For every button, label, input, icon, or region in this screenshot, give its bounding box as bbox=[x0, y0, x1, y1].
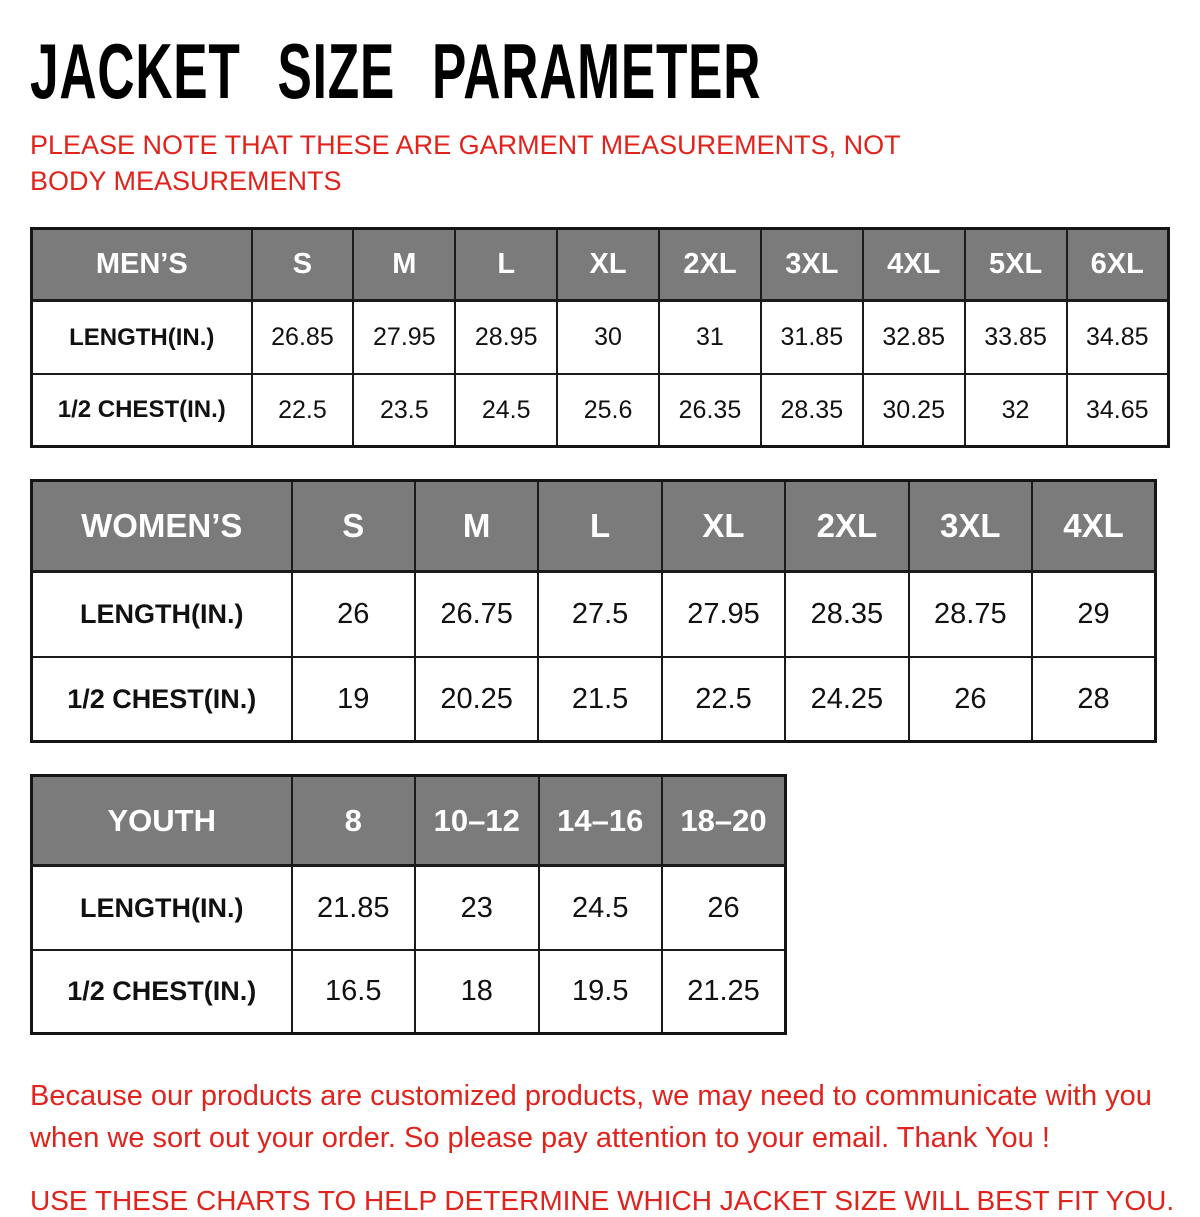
size-header: M bbox=[415, 481, 538, 572]
measurement-cell: 19.5 bbox=[539, 950, 663, 1034]
youth-size-table bbox=[30, 774, 787, 1035]
size-header: 14–16 bbox=[539, 776, 663, 866]
youth-chest-row bbox=[32, 950, 786, 1034]
womens-chest-row bbox=[32, 657, 1156, 742]
row-label: 1/2 CHEST(IN.) bbox=[32, 657, 292, 742]
mens-header-row bbox=[32, 229, 1169, 301]
size-header: 2XL bbox=[659, 229, 761, 301]
measurement-cell: 31 bbox=[659, 301, 761, 374]
measurement-cell: 21.5 bbox=[538, 657, 661, 742]
size-header: 5XL bbox=[965, 229, 1067, 301]
measurement-cell: 34.85 bbox=[1067, 301, 1169, 374]
measurement-cell: 20.25 bbox=[415, 657, 538, 742]
measurement-cell: 26 bbox=[909, 657, 1032, 742]
row-label: LENGTH(IN.) bbox=[32, 301, 252, 374]
size-header: M bbox=[353, 229, 455, 301]
measurement-cell: 25.6 bbox=[557, 374, 659, 447]
measurement-cell: 32.85 bbox=[863, 301, 965, 374]
measurement-cell: 24.25 bbox=[785, 657, 908, 742]
measurement-cell: 22.5 bbox=[252, 374, 354, 447]
measurement-cell: 33.85 bbox=[965, 301, 1067, 374]
row-label: LENGTH(IN.) bbox=[32, 572, 292, 657]
womens-size-table bbox=[30, 479, 1157, 743]
measurement-cell: 26.85 bbox=[252, 301, 354, 374]
measurement-cell: 28.35 bbox=[761, 374, 863, 447]
measurement-cell: 29 bbox=[1032, 572, 1155, 657]
measurement-cell: 34.65 bbox=[1067, 374, 1169, 447]
measurement-cell: 24.5 bbox=[539, 866, 663, 950]
size-header: S bbox=[252, 229, 354, 301]
size-header: 18–20 bbox=[662, 776, 786, 866]
measurement-cell: 32 bbox=[965, 374, 1067, 447]
garment-measurement-note: PLEASE NOTE THAT THESE ARE GARMENT MEASUREMENTS, NOT BODY MEASUREMENTS bbox=[30, 130, 901, 196]
size-header: 4XL bbox=[1032, 481, 1155, 572]
measurement-cell: 22.5 bbox=[662, 657, 785, 742]
measurement-cell: 30.25 bbox=[863, 374, 965, 447]
mens-size-table bbox=[30, 227, 1170, 448]
row-label: 1/2 CHEST(IN.) bbox=[32, 950, 292, 1034]
size-header: 4XL bbox=[863, 229, 965, 301]
womens-header-row bbox=[32, 481, 1156, 572]
measurement-cell: 16.5 bbox=[292, 950, 416, 1034]
size-header: XL bbox=[557, 229, 659, 301]
measurement-cell: 28.75 bbox=[909, 572, 1032, 657]
size-header: 3XL bbox=[909, 481, 1032, 572]
row-label: LENGTH(IN.) bbox=[32, 866, 292, 950]
measurement-cell: 31.85 bbox=[761, 301, 863, 374]
size-header: 10–12 bbox=[415, 776, 539, 866]
measurement-cell: 27.95 bbox=[662, 572, 785, 657]
measurement-cell: 28.35 bbox=[785, 572, 908, 657]
size-header: XL bbox=[662, 481, 785, 572]
size-header: 3XL bbox=[761, 229, 863, 301]
mens-table-title: MEN’S bbox=[32, 229, 252, 301]
measurement-cell: 26 bbox=[662, 866, 786, 950]
youth-header-row bbox=[32, 776, 786, 866]
page-title: JACKET SIZE PARAMETER bbox=[30, 27, 762, 115]
measurement-cell: 26.35 bbox=[659, 374, 761, 447]
youth-length-row bbox=[32, 866, 786, 950]
measurement-cell: 27.95 bbox=[353, 301, 455, 374]
measurement-cell: 23 bbox=[415, 866, 539, 950]
measurement-cell: 30 bbox=[557, 301, 659, 374]
size-header: 6XL bbox=[1067, 229, 1169, 301]
measurement-cell: 21.85 bbox=[292, 866, 416, 950]
size-header: 8 bbox=[292, 776, 416, 866]
mens-length-row bbox=[32, 301, 1169, 374]
size-header: L bbox=[455, 229, 557, 301]
customization-notice: Because our products are customized products, we may need to communicate with you when we sort out your order. So please pay attention to your email. Thank You ! bbox=[30, 1080, 1152, 1155]
size-header: S bbox=[292, 481, 415, 572]
measurement-cell: 26.75 bbox=[415, 572, 538, 657]
measurement-cell: 19 bbox=[292, 657, 415, 742]
row-label: 1/2 CHEST(IN.) bbox=[32, 374, 252, 447]
measurement-cell: 27.5 bbox=[538, 572, 661, 657]
measurement-cell: 26 bbox=[292, 572, 415, 657]
measurement-cell: 28.95 bbox=[455, 301, 557, 374]
youth-table-title: YOUTH bbox=[32, 776, 292, 866]
measurement-cell: 24.5 bbox=[455, 374, 557, 447]
womens-length-row bbox=[32, 572, 1156, 657]
measurement-cell: 23.5 bbox=[353, 374, 455, 447]
chart-usage-advice: USE THESE CHARTS TO HELP DETERMINE WHICH JACKET SIZE WILL BEST FIT YOU. bbox=[30, 1185, 1175, 1217]
womens-table-title: WOMEN’S bbox=[32, 481, 292, 572]
size-header: L bbox=[538, 481, 661, 572]
measurement-cell: 28 bbox=[1032, 657, 1155, 742]
measurement-cell: 18 bbox=[415, 950, 539, 1034]
size-header: 2XL bbox=[785, 481, 908, 572]
measurement-cell: 21.25 bbox=[662, 950, 786, 1034]
mens-chest-row bbox=[32, 374, 1169, 447]
